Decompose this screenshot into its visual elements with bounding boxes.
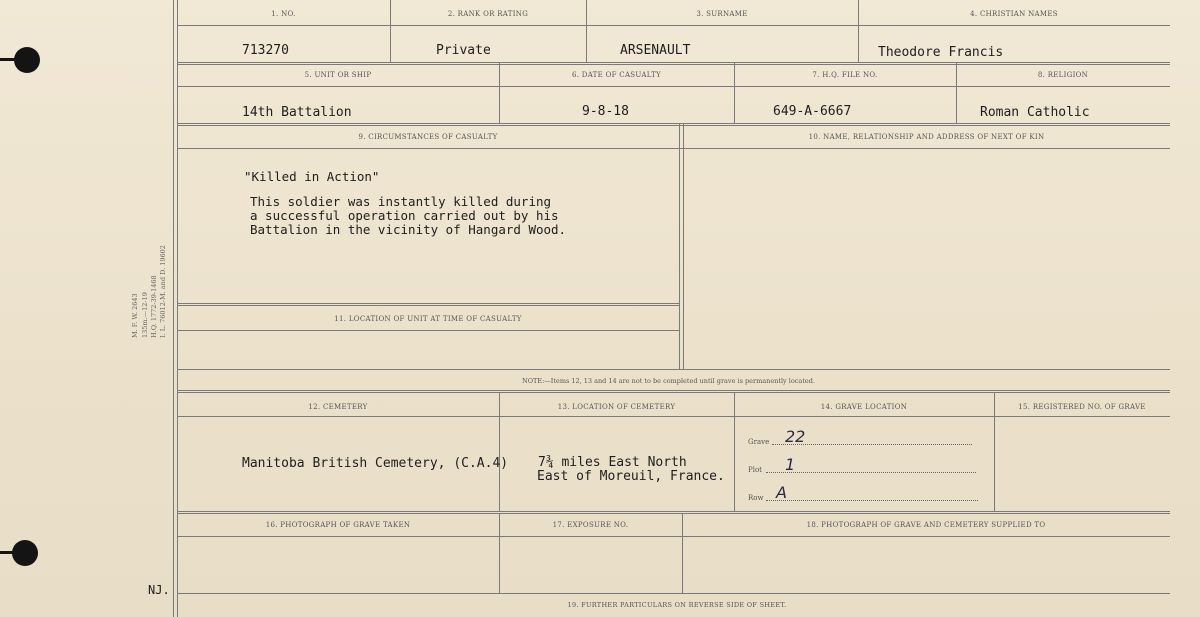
row3b-top-rule bbox=[177, 303, 679, 306]
note-text: NOTE:—Items 12, 13 and 14 are not to be completed until grave is permanently located. bbox=[522, 377, 815, 385]
value-date: 9-8-18 bbox=[582, 104, 629, 119]
value-rank: Private bbox=[436, 43, 491, 58]
label-cemetery: 12. CEMETERY bbox=[308, 403, 368, 411]
punch-hole-tab-bottom bbox=[0, 551, 22, 554]
value-cemetery-location-2: East of Moreuil, France. bbox=[537, 469, 725, 484]
label-surname: 3. SURNAME bbox=[696, 10, 748, 18]
value-plot: 1 bbox=[785, 455, 796, 474]
row5-bottom-rule bbox=[177, 593, 1170, 594]
row4-bottom-rule bbox=[177, 511, 1170, 514]
row5-header-rule bbox=[177, 536, 1170, 537]
label-next-of-kin: 10. NAME, RELATIONSHIP AND ADDRESS OF NEXT OF KIN bbox=[808, 133, 1045, 141]
label-exposure: 17. EXPOSURE NO. bbox=[552, 521, 629, 529]
corner-mark: NJ. bbox=[148, 583, 170, 597]
footer-text: 19. FURTHER PARTICULARS ON REVERSE SIDE OF SHEET. bbox=[567, 601, 787, 609]
punch-hole-tab-top bbox=[0, 58, 22, 61]
value-cemetery-location-1: 7¾ miles East North bbox=[538, 455, 687, 470]
note-top-rule bbox=[177, 369, 1170, 370]
label-unit: 5. UNIT OR SHIP bbox=[304, 71, 372, 79]
label-religion: 8. RELIGION bbox=[1037, 71, 1089, 79]
label-plot: Plot bbox=[748, 466, 762, 474]
label-date: 6. DATE OF CASUALTY bbox=[571, 71, 662, 79]
row3b-header-rule bbox=[177, 330, 679, 331]
value-christian-names: Theodore Francis bbox=[878, 45, 1004, 60]
value-grave: 22 bbox=[785, 427, 806, 446]
label-no: 1. NO. bbox=[271, 10, 296, 18]
side-code-1: M. F. W. 2643 bbox=[131, 293, 139, 338]
circumstance-line-1: This soldier was instantly killed during bbox=[250, 194, 552, 209]
value-hq-file: 649-A-6667 bbox=[773, 104, 852, 119]
row2-bottom-rule bbox=[177, 123, 1170, 126]
label-photo-taken: 16. PHOTOGRAPH OF GRAVE TAKEN bbox=[265, 521, 411, 529]
row-line bbox=[766, 500, 978, 501]
side-code-2: 135m.—12-19 bbox=[141, 292, 149, 338]
label-grave-location: 14. GRAVE LOCATION bbox=[820, 403, 908, 411]
row1-bottom-rule bbox=[177, 62, 1170, 65]
circumstance-title: "Killed in Action" bbox=[244, 169, 380, 184]
label-location-unit: 11. LOCATION OF UNIT AT TIME OF CASUALTY bbox=[334, 315, 522, 323]
label-rank: 2. RANK OR RATING bbox=[447, 10, 529, 18]
label-circumstances: 9. CIRCUMSTANCES OF CASUALTY bbox=[358, 133, 498, 141]
value-unit: 14th Battalion bbox=[242, 105, 352, 120]
note-bottom-rule bbox=[177, 390, 1170, 393]
plot-line bbox=[766, 472, 976, 473]
label-row: Row bbox=[748, 494, 764, 502]
row3-header-rule bbox=[177, 148, 1170, 149]
value-number: 713270 bbox=[242, 43, 289, 58]
label-hq-file: 7. H.Q. FILE NO. bbox=[812, 71, 878, 79]
row3-div bbox=[679, 124, 680, 369]
label-registered-no: 15. REGISTERED NO. OF GRAVE bbox=[1018, 403, 1146, 411]
label-christian-names: 4. CHRISTIAN NAMES bbox=[970, 10, 1058, 18]
value-row: A bbox=[776, 483, 787, 502]
label-location-cemetery: 13. LOCATION OF CEMETERY bbox=[557, 403, 676, 411]
label-grave: Grave bbox=[748, 438, 770, 446]
row3-div-b bbox=[683, 124, 684, 369]
side-code-4: I. L. 76012-M. and D. 19602 bbox=[159, 245, 167, 338]
value-cemetery: Manitoba British Cemetery, (C.A.4) bbox=[242, 456, 509, 471]
row2-header-rule bbox=[177, 86, 1170, 87]
circumstance-line-3: Battalion in the vicinity of Hangard Wood. bbox=[250, 222, 567, 237]
label-photo-supplied: 18. PHOTOGRAPH OF GRAVE AND CEMETERY SUPPLIED TO bbox=[806, 521, 1046, 529]
row1-header-rule bbox=[177, 25, 1170, 26]
value-surname: ARSENAULT bbox=[620, 43, 691, 58]
frame-left bbox=[173, 0, 174, 617]
circumstance-line-2: a successful operation carried out by his bbox=[250, 208, 559, 223]
row4-header-rule bbox=[177, 416, 1170, 417]
value-religion: Roman Catholic bbox=[980, 105, 1090, 120]
side-code-3: H.Q. 1772-39-1468 bbox=[150, 275, 158, 338]
